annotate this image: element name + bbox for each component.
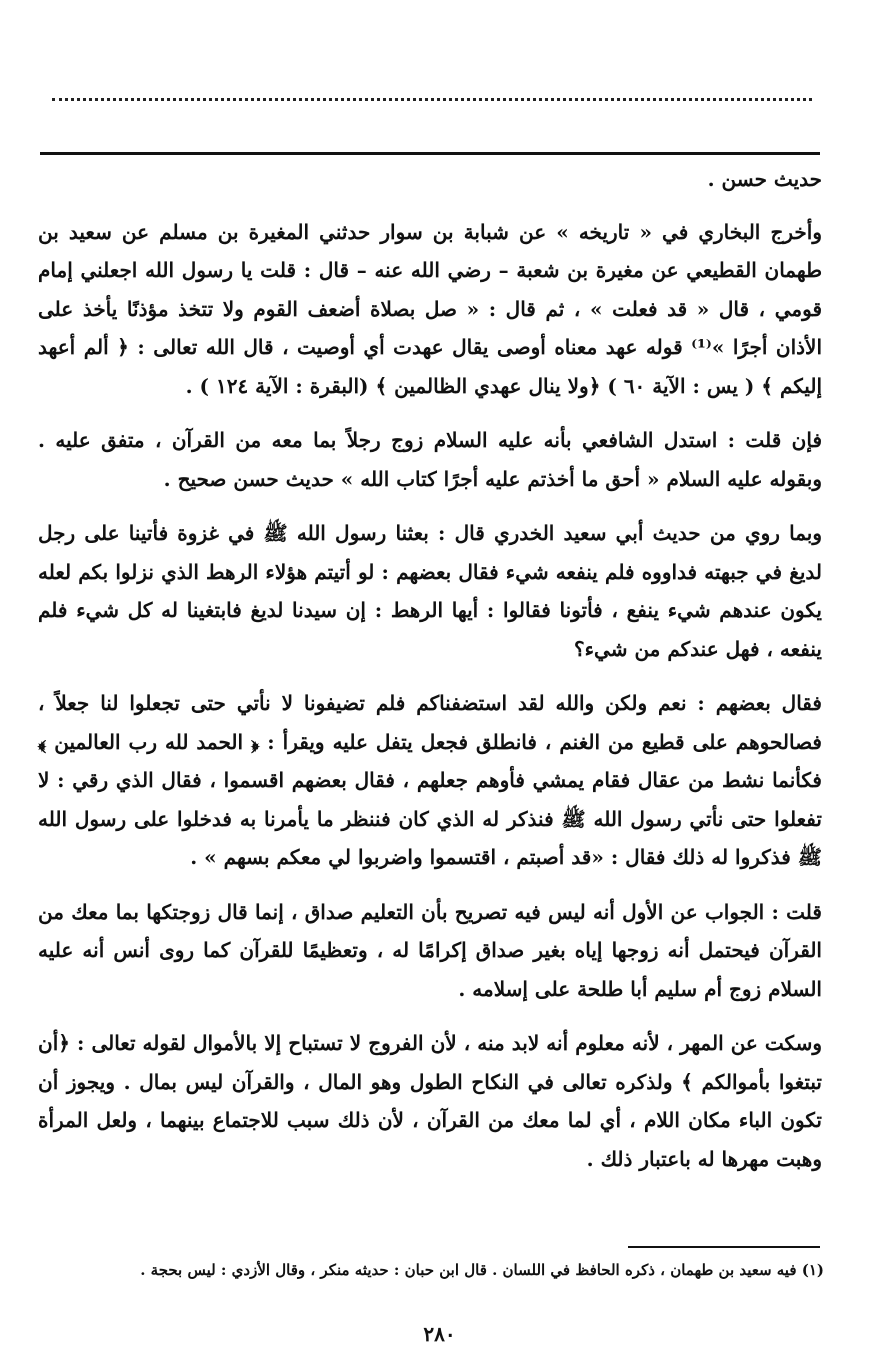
running-header-dotted-line [52,98,812,101]
footnote: (١) فيه سعيد بن طهمان ، ذكره الحافظ في اللسان . قال ابن حبان : حديثه منكر ، وقال الأزدي : ليس بحجة . [140,1261,824,1279]
paragraph: حديث حسن . [707,167,822,191]
paragraph: وأخرج البخاري في « تاريخه » عن شبابة بن سوار حدثني المغيرة بن مسلم عن سعيد بن طهمان القطيعي عن مغيرة بن شعبة – رضي الله عنه – قال : قلت يا رسول الله اجعلني إمام قومي ، قال « قد فعلت » ، ثم قال : « صل بصلاة أضعف القوم ولا تتخذ مؤذنًا يأخذ على الأذان أجرًا »⁽¹⁾ قوله عهد معناه أوصى يقال عهدت أي أوصيت ، قال الله تعالى : ﴿ ألم أعهد إليكم ﴾ ( يس : الآية ٦٠ ) ﴿ولا ينال عهدي الظالمين ﴾ (البقرة : الآية ١٢٤ ) . [38,219,823,398]
footnote-rule [628,1246,820,1248]
paragraph: فقال بعضهم : نعم ولكن والله لقد استضفناكم فلم تضيفونا لا نأتي حتى تجعلوا لنا جعلاً ، فصالحوهم على قطيع من الغنم ، فانطلق فجعل يتفل عليه ويقرأ : ﴿ الحمد لله رب العالمين ﴾ فكأنما نشط من عقال فقام يمشي فأوهم جعلهم ، فقال بعضهم اقسموا ، فقال الذي رقي : لا تفعلوا حتى نأتي رسول الله ﷺ فنذكر له الذي كان فننظر ما يأمرنا به فدخلوا على رسول الله ﷺ فذكروا له ذلك فقال : «قد أصبتم ، اقتسموا واضربوا لي معكم بسهم » . [38,691,822,869]
paragraph: فإن قلت : استدل الشافعي بأنه عليه السلام زوج رجلاً بما معه من القرآن ، متفق عليه . وبقوله عليه السلام « أحق ما أخذتم عليه أجرًا كتاب الله » حديث حسن صحيح . [38,428,822,491]
paragraph: قلت : الجواب عن الأول أنه ليس فيه تصريح بأن التعليم صداق ، إنما قال زوجتكها بما معك من القرآن فيحتمل أنه زوجها إياه بغير صداق إكرامًا له ، وتعظيمًا للقرآن كما روى أنس أنه عليه السلام زوج أم سليم أبا طلحة على إسلامه . [38,899,822,1001]
main-text [38,160,822,1194]
header-rule [40,152,820,155]
paragraph: وبما روي من حديث أبي سعيد الخدري قال : بعثنا رسول الله ﷺ في غزوة فأتينا على رجل لديغ في جبهته فداووه فلم ينفعه شيء فقال بعضهم : لو أتيتم هؤلاء الرهط الذي نزلوا بكم لعله يكون عندهم شيء ينفع ، فأتونا فقالوا : أيها الرهط : إن سيدنا لديغ فابتغينا له كل شيء فلم ينفعه ، فهل عندكم من شيء؟ [38,521,822,661]
page-number: ٢٨٠ [423,1322,456,1346]
paragraph: وسكت عن المهر ، لأنه معلوم أنه لابد منه ، لأن الفروج لا تستباح إلا بالأموال لقوله تعالى : ﴿أن تبتغوا بأموالكم ﴾ ولذكره تعالى في النكاح الطول وهو المال ، والقرآن ليس بمال . ويجوز أن تكون الباء مكان اللام ، أي لما معك من القرآن ، لأن ذلك سبب للاجتماع بينهما ، ولعل المرأة وهبت مهرها له باعتبار ذلك . [38,1031,822,1171]
